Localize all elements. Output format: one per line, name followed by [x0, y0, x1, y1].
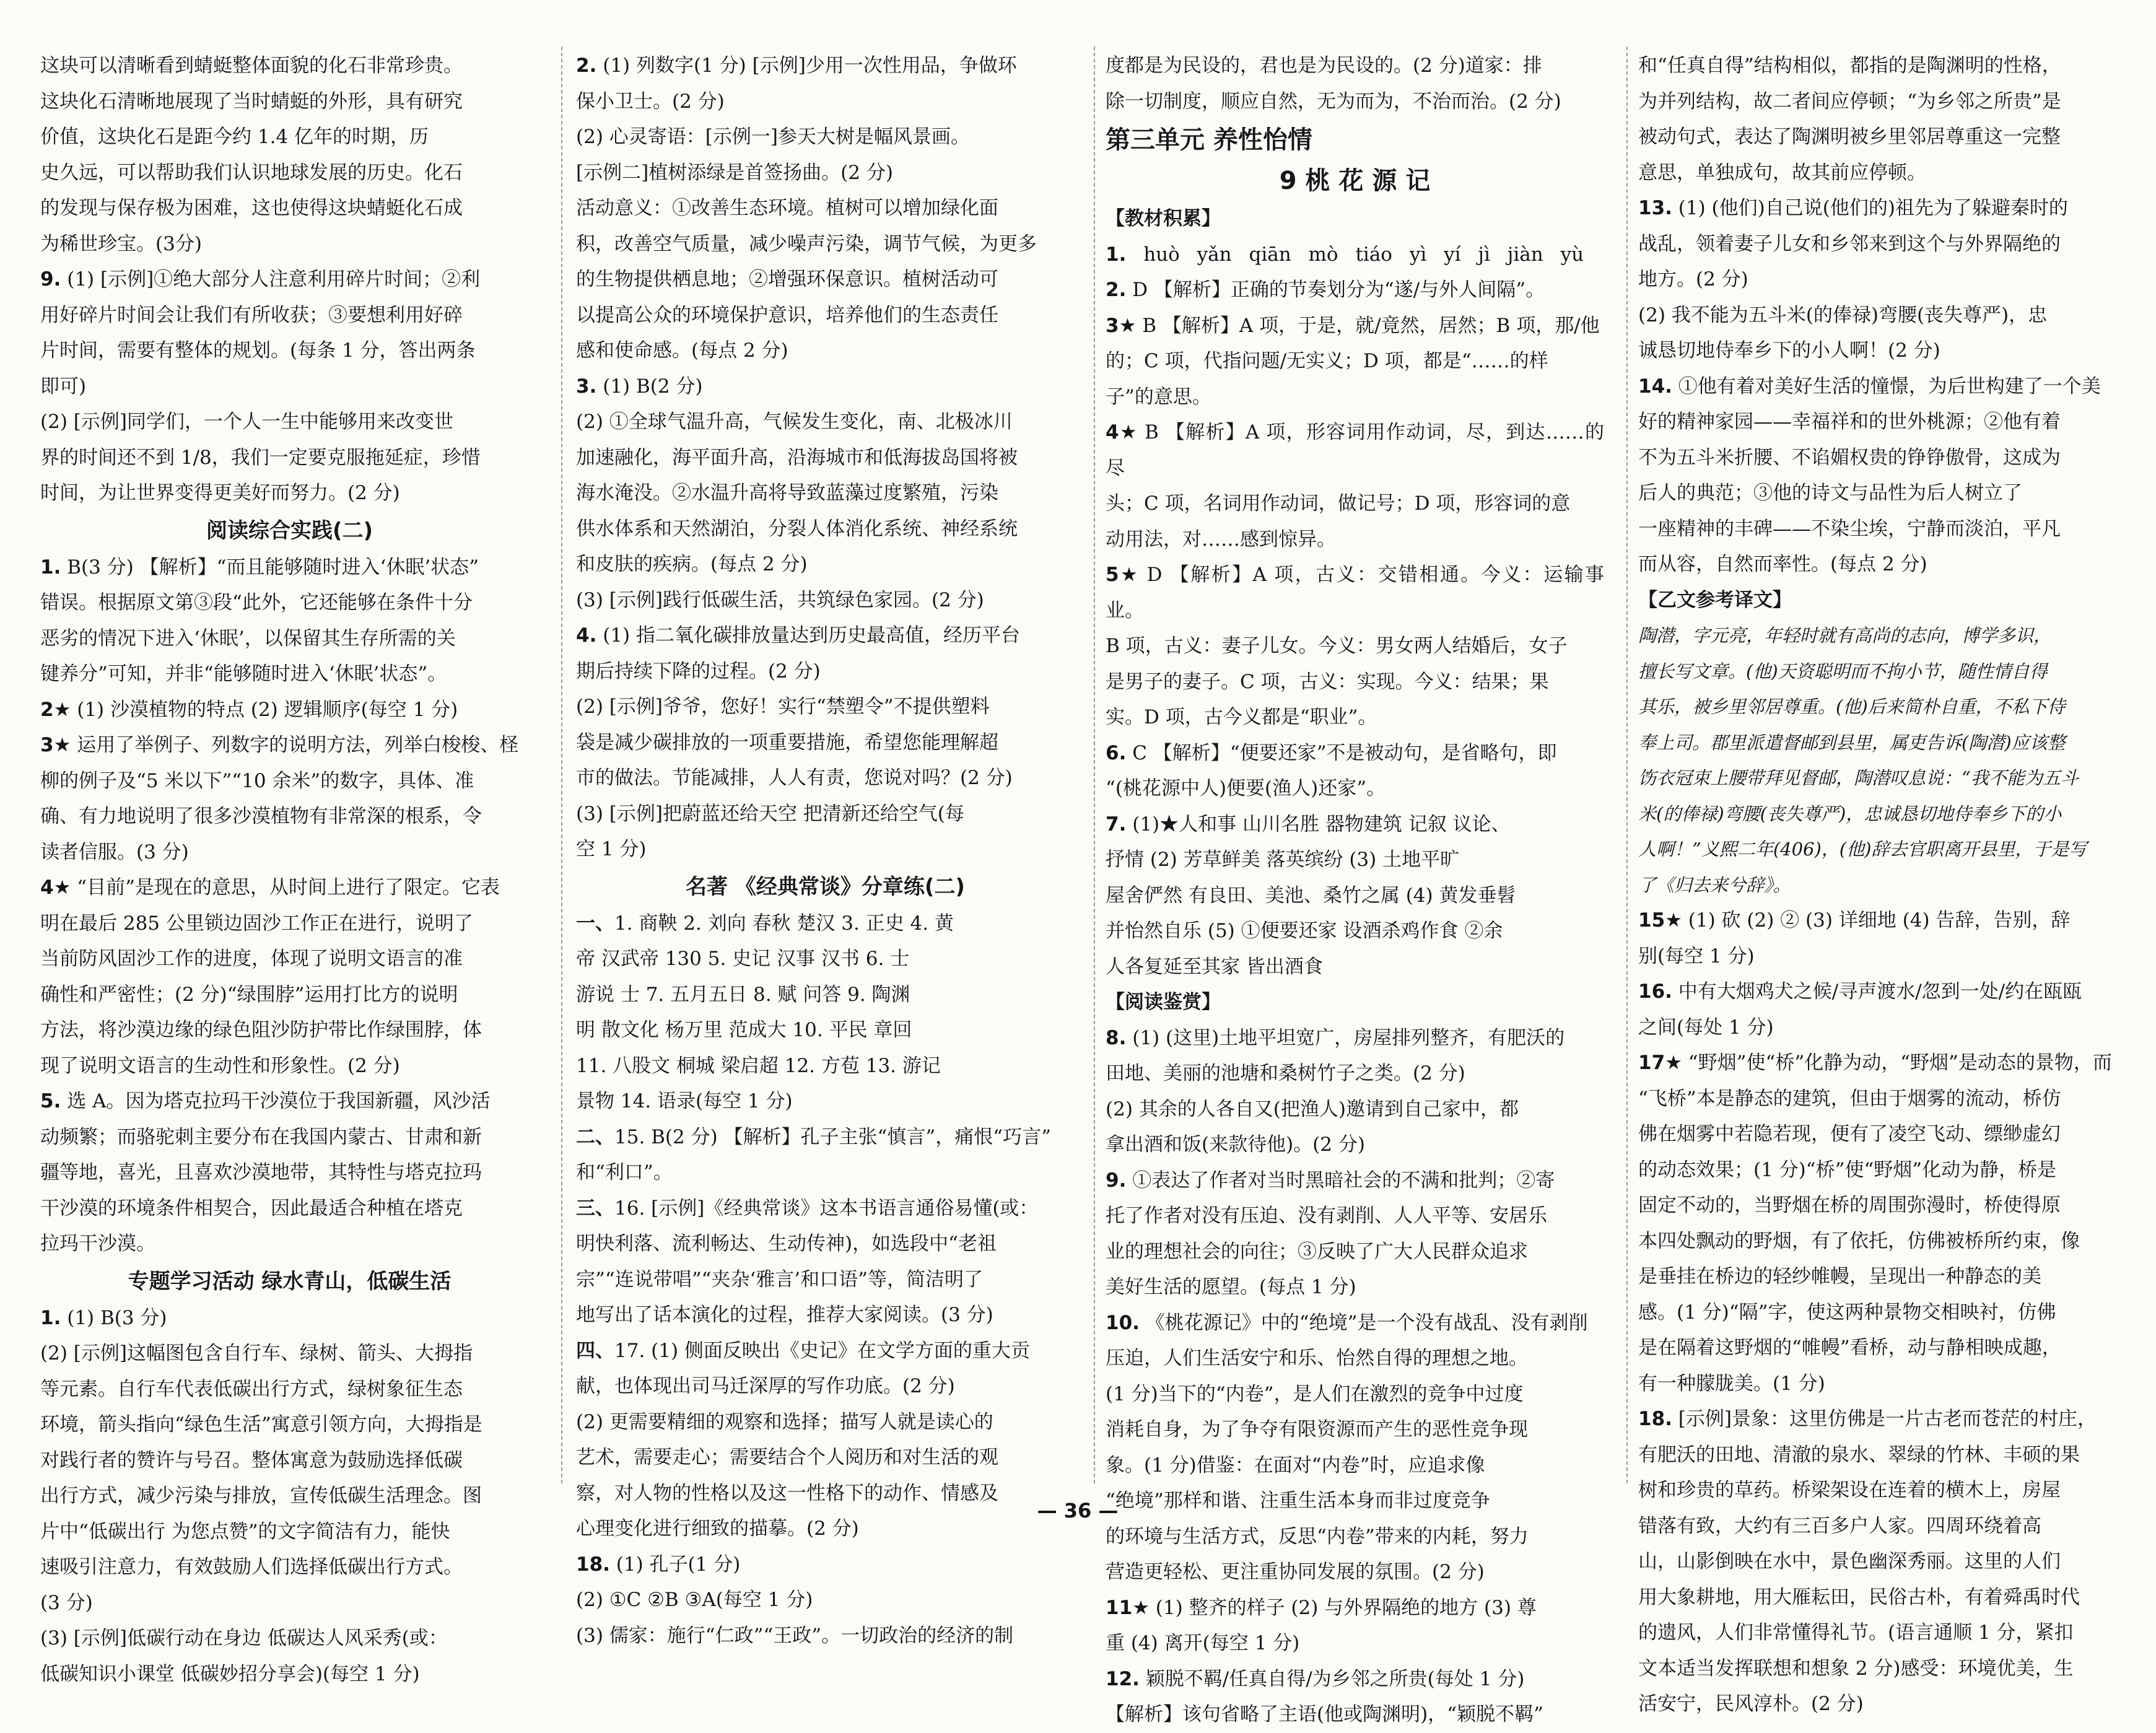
text-line: 史久远，可以帮助我们认识地球发展的历史。化石 — [40, 161, 463, 184]
text-line: 和“利口”。 — [576, 1161, 673, 1184]
text-line: 明 散文化 杨万里 范成大 10. 平民 章回 — [576, 1019, 912, 1041]
translation-line: 米(的俸禄)弯腰(丧失尊严)，忠诚恳切地侍奉乡下的小 — [1638, 803, 2062, 824]
section-heading: 名著 《经典常谈》分章练(二) — [686, 874, 965, 899]
text-line: 恶劣的情况下进入‘休眠’，以保留其生存所需的关 — [40, 627, 456, 650]
subsection-label: 【乙文参考译文】 — [1638, 588, 1792, 611]
text-line: 为并列结构，故二者间应停顿；“为乡邻之所贵”是 — [1638, 90, 2061, 113]
text-line: 这块可以清晰看到蜻蜓整体面貌的化石非常珍贵。 — [40, 55, 463, 77]
text-line: 读者信服。(3 分) — [40, 840, 189, 863]
text-line: 营造更轻松、更注重协同发展的氛围。(2 分) — [1106, 1561, 1485, 1583]
answer-item: 18. (1) 孔子(1 分) — [576, 1553, 741, 1576]
text-line: (3) [示例]把蔚蓝还给天空 把清新还给空气(每 — [576, 802, 964, 825]
translation-line: 人啊！”义熙二年(406)，(他)辞去官职离开县里，于是写 — [1638, 839, 2087, 860]
text-line: 景物 14. 语录(每空 1 分) — [576, 1090, 793, 1112]
text-line: 文本适当发挥联想和想象 2 分)感受：环境优美，生 — [1638, 1657, 2074, 1680]
text-line: 价值，这块化石是距今约 1.4 亿年的时期，历 — [40, 126, 429, 148]
text-line: 压迫，人们生活安宁和乐、怡然自得的理想之地。 — [1106, 1347, 1528, 1369]
item-number: 4★ — [40, 876, 71, 899]
text-line: 拿出酒和饭(来款待他)。(2 分) — [1106, 1133, 1365, 1156]
text-line: 海水淹没。②水温升高将导致蓝藻过度繁殖，污染 — [576, 482, 998, 504]
text-line: 活安宁，民风淳朴。(2 分) — [1638, 1693, 1864, 1715]
answer-item: 12. 颖脱不羁/任真自得/为乡邻之所贵(每处 1 分) — [1106, 1667, 1525, 1690]
text-line: 感。(1 分)“隔”字，使这两种景物交相映衬，仿佛 — [1638, 1301, 2056, 1324]
translation-line: 奉上司。郡里派遣督邮到县里，属吏告诉(陶潜)应该整 — [1638, 731, 2066, 753]
lesson-heading: 9 桃 花 源 记 — [1279, 167, 1431, 195]
text-line: 用好碎片时间会让我们有所收获；③要想利用好碎 — [40, 303, 463, 326]
answer-item: 13. (1) (他们)自己说(他们的)祖先为了躲避秦时的 — [1638, 197, 2068, 219]
text-line: 被动句式，表达了陶渊明被乡里邻居尊重这一完整 — [1638, 126, 2061, 148]
text-line: 期后持续下降的过程。(2 分) — [576, 660, 821, 683]
text-line: 的遗风，人们非常懂得礼节。(语言通顺 1 分，紧扣 — [1638, 1622, 2074, 1644]
text-line: 别(每空 1 分) — [1638, 945, 1755, 967]
text-line: 动用法，对……感到惊异。 — [1106, 528, 1336, 551]
text-line: 疆等地，喜光，且喜欢沙漠地带，其特性与塔克拉玛 — [40, 1161, 482, 1184]
answer-item: 4. (1) 指二氧化碳排放量达到历史最高值，经历平台 — [576, 624, 1020, 647]
text-line: 佛在烟雾中若隐若现，便有了凌空飞动、缥缈虚幻 — [1638, 1123, 2061, 1145]
column-3 — [1106, 48, 1604, 1733]
section-heading: 专题学习活动 绿水青山，低碳生活 — [128, 1268, 452, 1294]
answer-item: 9. (1) [示例]①绝大部分人注意利用碎片时间；②利 — [40, 268, 481, 290]
text-line: 的；C 项，代指问题/无实义；D 项，都是“……的样 — [1106, 350, 1548, 372]
text-line: (2) ①C ②B ③A(每空 1 分) — [576, 1589, 813, 1611]
text-line: 人各复延至其家 皆出酒食 — [1106, 955, 1323, 978]
item-number: 2★ — [40, 698, 71, 721]
text-line: 意思，单独成句，故其前应停顿。 — [1638, 161, 1926, 184]
section-heading: 阅读综合实践(二) — [206, 518, 373, 543]
text-line: 一座精神的丰碑——不染尘埃，宁静而淡泊，平凡 — [1638, 517, 2061, 540]
text-line: 后人的典范；③他的诗文与品性为后人树立了 — [1638, 482, 2022, 504]
text-line: 地写出了话本演化的过程，推荐大家阅读。(3 分) — [576, 1304, 993, 1326]
text-line: 片中“低碳出行 为您点赞”的文字简洁有力，能快 — [40, 1520, 450, 1543]
answer-item: 3★ B 【解析】A 项，于是，就/竟然，居然；B 项，那/他 — [1106, 314, 1600, 337]
translation-line: 陶潜，字元亮，年轻时就有高尚的志向，博学多识， — [1638, 625, 2052, 646]
text-line: 有一种朦胧美。(1 分) — [1638, 1372, 1825, 1395]
item-number: 8. — [1106, 1026, 1127, 1049]
answer-item: 15★ (1) 砍 (2) ② (3) 详细地 (4) 告辞，告别，辞 — [1638, 909, 2071, 932]
answer-item: 6. C 【解析】“便要还家”不是被动句，是省略句，即 — [1106, 741, 1557, 764]
text-line: 现了说明文语言的生动性和形象性。(2 分) — [40, 1054, 400, 1077]
item-number: 1. — [40, 1306, 61, 1329]
text-line: 对践行者的赞许与号召。整体寓意为鼓励选择低碳 — [40, 1449, 463, 1472]
text-line: (2) 心灵寄语：[示例一]参天大树是幅风景画。 — [576, 126, 970, 148]
text-line: 加速融化，海平面升高，沿海城市和低海拔岛国将被 — [576, 446, 1018, 469]
text-line: 的动态效果；(1 分)“桥”使“野烟”化动为静，桥是 — [1638, 1158, 2057, 1181]
text-line: 子”的意思。 — [1106, 385, 1211, 408]
text-line: (3 分) — [40, 1591, 93, 1614]
text-line: 速吸引注意力，有效鼓励人们选择低碳出行方式。 — [40, 1556, 463, 1578]
answer-item: 17★ “野烟”使“桥”化静为动，“野烟”是动态的景物，而 — [1638, 1052, 2112, 1074]
text-line: 并怡然自乐 (5) ①便要还家 设酒杀鸡作食 ②余 — [1106, 920, 1503, 942]
text-line: 用大象耕地，用大雁耘田，民俗古朴，有着舜禹时代 — [1638, 1586, 2080, 1609]
text-line: (2) 其余的人各自又(把渔人)邀请到自己家中，都 — [1106, 1098, 1519, 1120]
answer-item: 7. (1)★人和事 山川名胜 器物建筑 记叙 议论、 — [1106, 813, 1511, 836]
answer-item: 5★ D 【解析】A 项，古义：交错相通。今义：运输事业。 — [1106, 564, 1604, 622]
item-number: 3★ — [40, 734, 71, 756]
column-2 — [576, 48, 1075, 1654]
translation-line: 其乐，被乡里邻居尊重。(他)后来简朴自重，不私下侍 — [1638, 696, 2066, 717]
answer-item: 三、16. [示例]《经典常谈》这本书语言通俗易懂(或： — [576, 1197, 1039, 1220]
text-line: 献，也体现出司马迁深厚的写作功底。(2 分) — [576, 1375, 955, 1397]
unit-heading: 第三单元 养性怡情 — [1106, 126, 1312, 154]
answer-item: 2. D 【解析】正确的节奏划分为“遂/与外人间隔”。 — [1106, 279, 1545, 301]
column-divider — [1094, 46, 1095, 1483]
text-line: “绝境”那样和谐、注重生活本身而非过度竞争 — [1106, 1490, 1490, 1512]
item-number: 12. — [1106, 1667, 1140, 1690]
text-line: 动频繁；而骆驼刺主要分布在我国内蒙古、甘肃和新 — [40, 1125, 482, 1148]
item-number: 17★ — [1638, 1052, 1682, 1074]
column-4 — [1638, 48, 2137, 1722]
answer-item: 四、17. (1) 侧面反映出《史记》在文学方面的重大贡 — [576, 1339, 1030, 1362]
text-line: 除一切制度，顺应自然，无为而为，不治而治。(2 分) — [1106, 90, 1561, 113]
text-line: (2) ①全球气温升高，气候发生变化，南、北极冰川 — [576, 411, 1013, 433]
text-line: 山，山影倒映在水中，景色幽深秀丽。这里的人们 — [1638, 1550, 2061, 1573]
part-number: 三、 — [576, 1197, 614, 1220]
column-divider — [1626, 46, 1628, 1483]
text-line: 头；C 项，名词用作动词，做记号；D 项，形容词的意 — [1106, 492, 1571, 515]
answer-item: 11★ (1) 整齐的样子 (2) 与外界隔绝的地方 (3) 尊 — [1106, 1596, 1537, 1619]
text-line: (3) 儒家：施行“仁政”“王政”。一切政治的经济的制 — [576, 1624, 1014, 1647]
text-line: 帝 汉武帝 130 5. 史记 汉事 汉书 6. 士 — [576, 948, 910, 970]
text-line: 市的做法。节能减排，人人有责，您说对吗？(2 分) — [576, 767, 1013, 789]
text-line: 保小卫士。(2 分) — [576, 90, 725, 113]
item-number: 2. — [576, 55, 597, 77]
text-line: (2) [示例]同学们，一个人一生中能够用来改变世 — [40, 411, 453, 433]
text-line: 诚恳切地侍奉乡下的小人啊！(2 分) — [1638, 339, 1940, 362]
text-line: 键养分”可知，并非“能够随时进入‘休眠’状态”。 — [40, 663, 447, 685]
answer-item: 4★ B 【解析】A 项，形容词用作动词，尽，到达……的尽 — [1106, 421, 1604, 479]
subsection-label: 【阅读鉴赏】 — [1106, 991, 1221, 1013]
text-line: “飞桥”本是静态的建筑，但由于烟雾的流动，桥仿 — [1638, 1087, 2061, 1110]
text-line: 是男子的妻子。C 项，古义：实现。今义：结果；果 — [1106, 670, 1549, 693]
item-number: 11★ — [1106, 1596, 1150, 1619]
text-line: 固定不动的，当野烟在桥的周围弥漫时，桥使得原 — [1638, 1194, 2061, 1216]
answer-item: 5. 选 A。因为塔克拉玛干沙漠位于我国新疆，风沙活 — [40, 1090, 491, 1112]
text-line: 积，改善空气质量，减少噪声污染，调节气候，为更多 — [576, 232, 1037, 255]
text-line: 象。(1 分)借鉴：在面对“内卷”时，应追求像 — [1106, 1454, 1485, 1477]
answer-item: 3★ 运用了举例子、列数字的说明方法，列举白梭梭、柽 — [40, 734, 519, 756]
text-line: 拉玛干沙漠。 — [40, 1233, 155, 1255]
part-number: 二、 — [576, 1125, 614, 1148]
answer-item: 1. (1) B(3 分) — [40, 1306, 167, 1329]
item-number: 18. — [576, 1553, 610, 1576]
text-line: 托了作者对没有压迫、没有剥削、人人平等、安居乐 — [1106, 1205, 1547, 1227]
translation-line: 饬衣冠束上腰带拜见督邮，陶潜叹息说：“我不能为五斗 — [1638, 767, 2079, 788]
text-line: 干沙漠的环境条件相契合，因此最适合种植在塔克 — [40, 1197, 463, 1220]
text-line: 11. 八股文 桐城 梁启超 12. 方苞 13. 游记 — [576, 1054, 941, 1077]
text-line: 等元素。自行车代表低碳出行方式，绿树象征生态 — [40, 1377, 463, 1400]
text-line: 地方。(2 分) — [1638, 268, 1748, 290]
column-1 — [40, 48, 539, 1692]
item-number: 5★ — [1106, 564, 1140, 586]
item-number: 4. — [576, 624, 597, 647]
text-line: (3) [示例]践行低碳生活，共筑绿色家园。(2 分) — [576, 588, 984, 611]
text-line: 当前防风固沙工作的进度，体现了说明文语言的准 — [40, 948, 463, 970]
text-line: 田地、美丽的池塘和桑树竹子之类。(2 分) — [1106, 1062, 1465, 1085]
text-line: 出行方式，减少污染与排放，宣传低碳生活理念。图 — [40, 1485, 482, 1507]
answer-item: 1. huò yǎn qiān mò tiáo yì yí jì jiàn yù — [1106, 243, 1584, 266]
item-number: 3★ — [1106, 314, 1137, 337]
text-line: 之间(每处 1 分) — [1638, 1016, 1774, 1039]
text-line: 确性和严密性；(2 分)“绿围脖”运用打比方的说明 — [40, 983, 458, 1006]
item-number: 4★ — [1106, 421, 1138, 443]
answer-item: 10. 《桃花源记》中的“绝境”是一个没有战乱、没有剥削 — [1106, 1311, 1588, 1334]
answer-item: 18. [示例]景象：这里仿佛是一片古老而苍茫的村庄， — [1638, 1408, 2097, 1430]
item-number: 7. — [1106, 813, 1127, 836]
text-line: 以提高公众的环境保护意识，培养他们的生态责任 — [576, 303, 998, 326]
text-line: 活动意义：①改善生态环境。植树可以增加绿化面 — [576, 197, 998, 219]
text-line: 战乱，领着妻子儿女和乡邻来到这个与外界隔绝的 — [1638, 232, 2061, 255]
part-number: 四、 — [576, 1339, 614, 1362]
text-line: 方法，将沙漠边缘的绿色阻沙防护带比作绿围脖，体 — [40, 1019, 482, 1041]
item-number: 14. — [1638, 375, 1672, 398]
answer-item: 一、1. 商鞅 2. 刘向 春秋 楚汉 3. 正史 4. 黄 — [576, 912, 954, 935]
text-line: 心理变化进行细致的描摹。(2 分) — [576, 1517, 859, 1540]
item-number: 15★ — [1638, 909, 1682, 932]
text-line: 重 (4) 离开(每空 1 分) — [1106, 1632, 1300, 1654]
text-line: (2) [示例]爷爷，您好！实行“禁塑令”不提供塑料 — [576, 696, 990, 718]
item-number: 3. — [576, 375, 597, 398]
text-line: B 项，古义：妻子儿女。今义：男女两人结婚后，女子 — [1106, 635, 1568, 657]
text-line: 柳的例子及“5 米以下”“10 余米”的数字，具体、准 — [40, 769, 474, 792]
answer-item: 二、15. B(2 分) 【解析】孔子主张“慎言”，痛恨“巧言” — [576, 1125, 1051, 1148]
text-line: 供水体系和天然湖泊，分裂人体消化系统、神经系统 — [576, 517, 1018, 540]
text-line: 消耗自身，为了争夺有限资源而产生的恶性竞争现 — [1106, 1418, 1528, 1441]
answer-item: 9. ①表达了作者对当时黑暗社会的不满和批判；②寄 — [1106, 1169, 1555, 1192]
answer-item: 14. ①他有着对美好生活的憧憬，为后世构建了一个美 — [1638, 375, 2101, 398]
part-number: 一、 — [576, 912, 614, 935]
text-line: 明在最后 285 公里锁边固沙工作正在进行，说明了 — [40, 912, 473, 935]
item-number: 9. — [40, 268, 61, 290]
text-line: 屋舍俨然 有良田、美池、桑竹之属 (4) 黄发垂髫 — [1106, 884, 1516, 907]
text-line: 的环境与生活方式，反思“内卷”带来的内耗，努力 — [1106, 1525, 1529, 1548]
text-line: 片时间，需要有整体的规划。(每条 1 分，答出两条 — [40, 339, 476, 362]
text-line: 界的时间还不到 1/8，我们一定要克服拖延症，珍惜 — [40, 446, 481, 469]
text-line: 感和使命感。(每点 2 分) — [576, 339, 788, 362]
item-number: 5. — [40, 1090, 61, 1112]
translation-line: 擅长写文章。(他)天资聪明而不拘小节，随性情自得 — [1638, 660, 2048, 682]
item-number: 13. — [1638, 197, 1672, 219]
translation-line: 了《归去来兮辞》。 — [1638, 874, 1791, 896]
text-line: 实。D 项，古今义都是“职业”。 — [1106, 706, 1377, 728]
text-line: 即可) — [40, 375, 87, 398]
text-line: 是在隔着这野烟的“帷幔”看桥，动与静相映成趣， — [1638, 1337, 2061, 1359]
text-line: 这块化石清晰地展现了当时蜻蜓的外形，具有研究 — [40, 90, 463, 113]
text-line: (2) [示例]这幅图包含自行车、绿树、箭头、大拇指 — [40, 1342, 473, 1364]
text-line: (2) 我不能为五斗米(的俸禄)弯腰(丧失尊严)，忠 — [1638, 303, 2048, 326]
text-line: 空 1 分) — [576, 838, 647, 860]
text-line: 树和珍贵的草药。桥梁架设在连着的横木上，房屋 — [1638, 1479, 2061, 1501]
item-number: 6. — [1106, 741, 1127, 764]
answer-item: 8. (1) (这里)土地平坦宽广，房屋排列整齐，有肥沃的 — [1106, 1026, 1565, 1049]
text-line: 宗”“连说带唱”“夹杂‘雅言’和口语”等，简洁明了 — [576, 1268, 983, 1291]
text-line: 错落有致，大约有三百多户人家。四周环绕着高 — [1638, 1514, 2041, 1537]
text-line: 不为五斗米折腰、不谄媚权贵的铮铮傲骨，这成为 — [1638, 446, 2061, 469]
text-line: 度都是为民设的，君也是为民设的。(2 分)道家：排 — [1106, 55, 1542, 77]
answer-item: 16. 中有大烟鸡犬之候/寻声渡水/忽到一处/约在瓯瓯 — [1638, 980, 2082, 1003]
text-line: 是垂挂在桥边的轻纱帷幔，呈现出一种静态的美 — [1638, 1265, 2041, 1288]
text-line: 为稀世珍宝。(3分) — [40, 232, 202, 255]
text-line: 的发现与保存极为困难，这也使得这块蜻蜓化石成 — [40, 197, 463, 219]
text-line: 明快利落、流利畅达、生动传神)，如选段中“老祖 — [576, 1233, 997, 1255]
page-number: — 36 — — [1037, 1499, 1119, 1522]
text-line: 和“任真自得”结构相似，都指的是陶渊明的性格， — [1638, 55, 2061, 77]
answer-item: 1. B(3 分) 【解析】“而且能够随时进入‘休眠’状态” — [40, 556, 479, 578]
text-line: 低碳知识小课堂 低碳妙招分享会)(每空 1 分) — [40, 1662, 420, 1685]
text-line: 本四处飘动的野烟，有了依托，仿佛被桥所约束，像 — [1638, 1229, 2080, 1252]
text-line: 而从容，自然而率性。(每点 2 分) — [1638, 553, 1927, 575]
answer-item: 2. (1) 列数字(1 分) [示例]少用一次性用品，争做环 — [576, 55, 1017, 77]
text-line: 艺术，需要走心；需要结合个人阅历和对生活的观 — [576, 1446, 998, 1469]
item-number: 16. — [1638, 980, 1672, 1003]
text-line: “(桃花源中人)便要(渔人)还家”。 — [1106, 777, 1386, 800]
text-line: 游说 士 7. 五月五日 8. 赋 问答 9. 陶渊 — [576, 983, 910, 1006]
text-line: 确、有力地说明了很多沙漠植物有非常深的根系，令 — [40, 805, 482, 827]
text-line: 美好生活的愿望。(每点 1 分) — [1106, 1276, 1356, 1298]
text-line: 环境，箭头指向“绿色生活”寓意引领方向，大拇指是 — [40, 1413, 482, 1436]
text-line: 的生物提供栖息地；②增强环保意识。植树活动可 — [576, 268, 998, 290]
text-line: 抒情 (2) 芳草鲜美 落英缤纷 (3) 土地平旷 — [1106, 849, 1460, 871]
text-line: 时间，为让世界变得更美好而努力。(2 分) — [40, 482, 400, 504]
text-line: [示例二]植树添绿是首签扬曲。(2 分) — [576, 161, 893, 184]
item-number: 1. — [1106, 243, 1127, 266]
answer-item: 4★ “目前”是现在的意思，从时间上进行了限定。它表 — [40, 876, 500, 899]
column-divider — [561, 46, 562, 1483]
text-line: 错误。根据原文第③段“此外，它还能够在条件十分 — [40, 591, 473, 614]
item-number: 9. — [1106, 1169, 1127, 1192]
text-line: 有肥沃的田地、清澈的泉水、翠绿的竹林、丰硕的果 — [1638, 1443, 2080, 1466]
answer-item: 2★ (1) 沙漠植物的特点 (2) 逻辑顺序(每空 1 分) — [40, 698, 458, 721]
text-line: 袋是减少碳排放的一项重要措施，希望您能理解超 — [576, 731, 998, 754]
text-line: 和皮肤的疾病。(每点 2 分) — [576, 553, 808, 575]
text-line: 业的理想社会的向往；③反映了广大人民群众追求 — [1106, 1240, 1528, 1263]
item-number: 18. — [1638, 1408, 1672, 1430]
text-line: (1 分)当下的“内卷”，是人们在激烈的竞争中过度 — [1106, 1382, 1524, 1405]
text-line: (3) [示例]低碳行动在身边 低碳达人风采秀(或： — [40, 1627, 448, 1649]
text-line: 【解析】该句省略了主语(他或陶渊明)，“颖脱不羁” — [1106, 1703, 1543, 1726]
subsection-label: 【教材积累】 — [1106, 207, 1221, 230]
answer-item: 3. (1) B(2 分) — [576, 375, 703, 398]
item-number: 1. — [40, 556, 61, 578]
text-line: (2) 更需要精细的观察和选择；描写人就是读心的 — [576, 1410, 993, 1433]
text-line: 察，对人物的性格以及这一性格下的动作、情感及 — [576, 1482, 998, 1504]
item-number: 10. — [1106, 1311, 1140, 1334]
text-line: 好的精神家园——幸福祥和的世外桃源；②他有着 — [1638, 411, 2061, 433]
item-number: 2. — [1106, 279, 1127, 301]
